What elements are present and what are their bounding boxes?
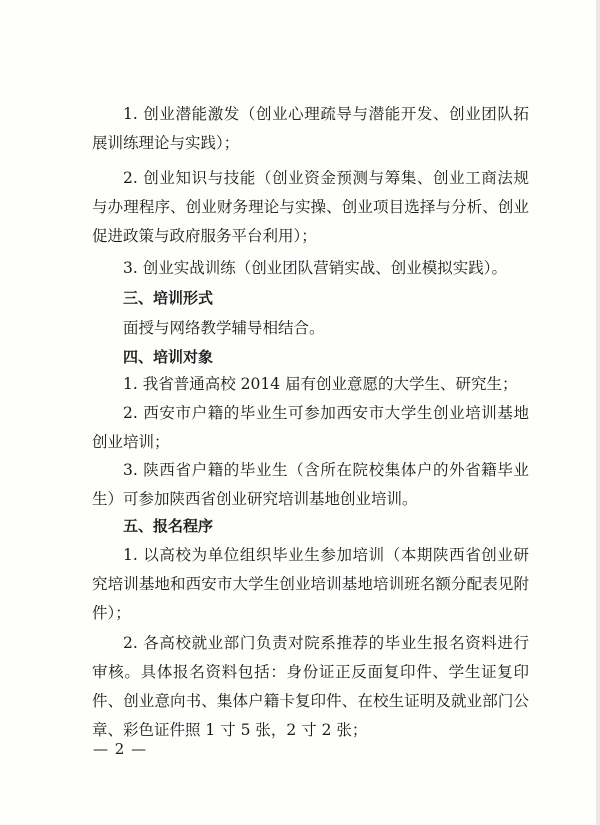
paragraph-registration-item-1 bbox=[92, 541, 529, 628]
paragraph-text: 2. 西安市户籍的毕业生可参加西安市大学生创业培训基地创业培训； bbox=[92, 404, 529, 451]
paragraph-text: 3. 创业实战训练（创业团队营销实战、创业模拟实践）。 bbox=[123, 259, 507, 277]
heading-training-format bbox=[92, 284, 529, 313]
paragraph-text: 1. 以高校为单位组织毕业生参加培训（本期陕西省创业研究培训基地和西安市大学生创业培训基地培训班名额分配表见附件）； bbox=[92, 546, 529, 622]
paragraph-text: 面授与网络教学辅导相结合。 bbox=[123, 319, 325, 337]
heading-text: 五、报名程序 bbox=[123, 517, 214, 535]
paragraph-text: 3. 陕西省户籍的毕业生（含所在院校集体户的外省籍毕业生）可参加陕西省创业研究培训基地创业培训。 bbox=[92, 461, 529, 508]
paragraph-text: 1. 我省普通高校 2014 届有创业意愿的大学生、研究生； bbox=[123, 375, 518, 393]
paragraph-training-format bbox=[92, 314, 529, 343]
paragraph-text: 1. 创业潜能激发（创业心理疏导与潜能开发、创业团队拓展训练理论与实践）； bbox=[92, 105, 529, 152]
paragraph-target-item-1 bbox=[92, 370, 529, 399]
paragraph-text: 2. 各高校就业部门负责对院系推荐的毕业生报名资料进行审核。具体报名资料包括：身份证正反面复印件、学生证复印件、创业意向书、集体户籍卡复印件、在校生证明及就业部门公章、彩色证件照 1 寸 5 张，2 寸 2 张； bbox=[92, 634, 529, 739]
paragraph-text: 2. 创业知识与技能（创业资金预测与筹集、创业工商法规与办理程序、创业财务理论与实操、创业项目选择与分析、创业促进政策与政府服务平台利用）； bbox=[92, 169, 529, 245]
heading-training-target bbox=[92, 343, 529, 372]
paragraph-target-item-3 bbox=[92, 456, 529, 514]
paragraph-target-item-2 bbox=[92, 399, 529, 457]
heading-text: 三、培训形式 bbox=[123, 289, 214, 307]
page-number: — 2 — bbox=[93, 740, 148, 758]
paragraph-training-item-1 bbox=[92, 100, 529, 158]
scan-edge bbox=[596, 0, 600, 825]
paragraph-training-item-2 bbox=[92, 164, 529, 251]
paragraph-registration-item-2 bbox=[92, 629, 529, 745]
heading-text: 四、培训对象 bbox=[123, 348, 214, 366]
heading-registration-procedure bbox=[92, 512, 529, 541]
paragraph-training-item-3 bbox=[92, 254, 529, 283]
